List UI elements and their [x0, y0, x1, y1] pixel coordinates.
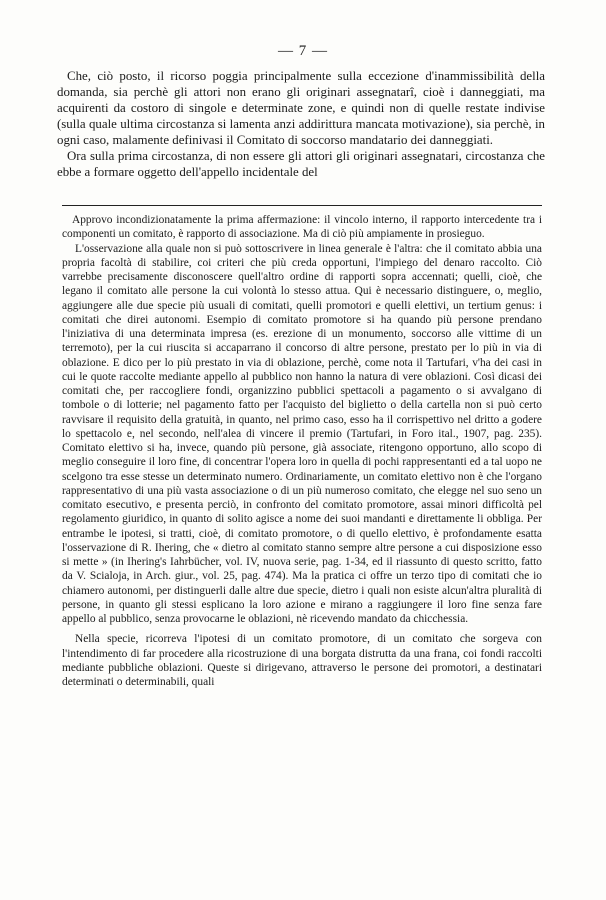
footnote-paragraph: Nella specie, ricorreva l'ipotesi di un comitato promotore, di un comitato che sorgeva con l'intendimento di far procedere alla ricostruzione di una borgata distrutta da una frana, coi fondi raccolti mediante pubbliche oblazioni. Queste si dirigevano, attraverso le persone dei promotori, a destinatari determinati o determinabili, quali: [62, 633, 542, 688]
footnote-separator: [62, 205, 542, 206]
main-text: [57, 68, 545, 180]
body-paragraph: Ora sulla prima circostanza, di non essere gli attori gli originari assegnatari, circostanza che ebbe a formare oggetto dell'appello incidentale del: [57, 149, 545, 179]
page-number: — 7 —: [278, 43, 328, 59]
footnote-paragraph: L'osservazione alla quale non si può sottoscrivere in linea generale è l'altra: che il comitato abbia una propria facoltà di stabilire, coi criteri che più creda opportuni, l'impiego del denaro raccolto. Ciò varrebbe precisamente disconoscere quell'altro ordine di rapporti sopra accennati; quelli, cioè, che legano il comitato alle persone la cui volontà lo stesso attua. Qui è necessario distinguere, o, meglio, aggiungere alle due specie più usuali di comitati, quelli promotori e quelli elettivi, un tertium genus: i comitati che direi autonomi. Esempio di comitato promotore si ha quando più persone prendano l'iniziativa di una determinata impresa (es. erezione di un monumento, soccorso alle vittime di un terremoto), per la cui riuscita si accaparrano il concorso di altre persone, prestato per lo più in via di oblazione. E dico per lo più prestato in via di oblazione, perchè, come nota il Tartufari, v'ha dei casi in cui le quote raccolte mediante appello al pubblico non hanno la natura di vere oblazioni. Così dicasi dei comitati che, per raccogliere fondi, organizzino pubblici spettacoli a pagamento o si avvalgano di tombole o di lotterie; nel pagamento fatto per l'acquisto del biglietto o della cartella non si può certo ravvisare il requisito della gratuità, in quanto, nel primo caso, esso ha il corrispettivo nel dritto a godere lo spettacolo e, nel secondo, nell'alea di vincere il premio (Tartufari, in Foro ital., 1907, pag. 235). Comitato elettivo si ha, invece, quando più persone, già associate, ritengono opportuno, allo scopo di meglio conseguire il loro fine, di concentrar l'opera loro in quella di pochi rappresentanti ed a tal uopo ne scelgono tra esse stesse un determinato numero. Ordinariamente, un comitato elettivo non è che l'organo rappresentativo di una più vasta associazione o di un più numeroso comitato, che elegge nel suo seno un comitato esecutivo, e presenta perciò, in confronto del comitato promotore, assai minori difficoltà pel regolamento giuridico, in quanto di solito agisce a nome dei suoi mandanti e direttamente li obbliga. Per entrambe le ipotesi, si tratti, cioè, di comitato promotore, o di quello elettivo, è profondamente esatta l'osservazione di R. Ihering, che « dietro al comitato stanno sempre altre persone a cui disposizione esso si mette » (in Ihering's Iahrbücher, vol. IV, nuova serie, pag. 1-34, ed il riassunto di questo scritto, fatto da V. Scialoja, in Arch. giur., vol. 25, pag. 474). Ma la pratica ci offre un terzo tipo di comitati che io chiamero autonomi, per distinguerli dalle altre due specie, dietro i quali non esiste alcun'altra pluralità di persone, in quanto gli stessi esplicano la loro azione e mirano a raggiungere il loro fine senza fare appello al pubblico, senza provocarne le oblazioni, nè ricevendo mandato da chicchessia.: [62, 242, 542, 625]
body-paragraph: Che, ciò posto, il ricorso poggia principalmente sulla eccezione d'inammissibilità della domanda, sia perchè gli attori non erano gli originari assegnatarî, cioè i danneggiati, ma acquirenti da costoro di singole e determinate zone, e quindi non di quelle restate indivise (sulla quale ultima circostanza si lamenta anzi addirittura mancata motivazione), sia perchè, in ogni caso, malamente definivasi il Comitato di soccorso mandatario dei danneggiati.: [57, 69, 545, 147]
footnote-paragraph: Approvo incondizionatamente la prima affermazione: il vincolo interno, il rapporto intercedente tra i componenti un comitato, è rapporto di associazione. Ma di ciò più ampiamente in prosieguo.: [62, 214, 542, 241]
footnote-block: [62, 213, 542, 689]
